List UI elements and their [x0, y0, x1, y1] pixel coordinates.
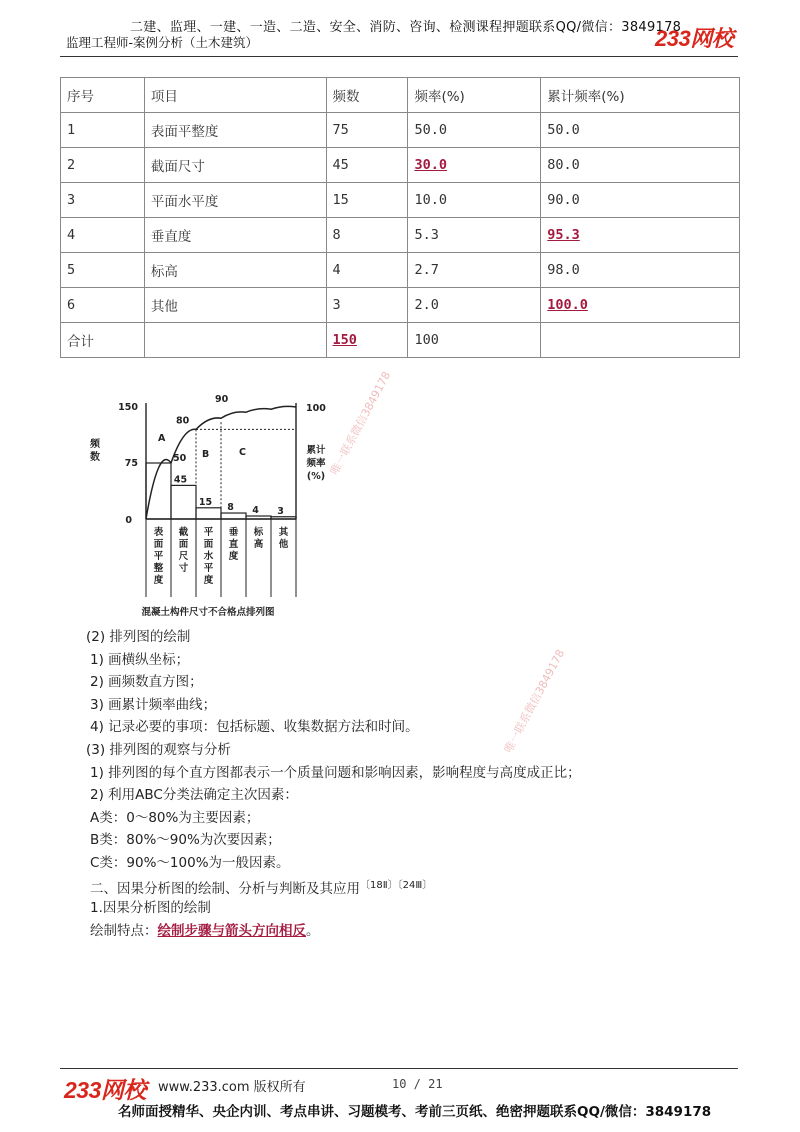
header-cell: 累计频率(%)	[541, 78, 740, 113]
chapter-heading	[90, 875, 750, 898]
abc-class-item: A类：0～80%为主要因素；	[90, 809, 260, 826]
highlighted-value: 100.0	[547, 297, 588, 313]
zone-label: B	[202, 449, 210, 460]
footer-contact-line: 名师面授精华、央企内训、考点串讲、习题模考、考前三页纸、绝密押题联系QQ/微信：3849178	[118, 1104, 712, 1120]
chapter-heading-text: 二、因果分析图的绘制、分析与判断及其应用	[90, 880, 360, 897]
table-cell: 4	[326, 253, 408, 288]
category-label: 平面水平度	[203, 527, 214, 586]
table-cell: 2.7	[408, 253, 541, 288]
table-row	[61, 148, 740, 183]
bar	[221, 513, 246, 519]
table-cell: 80.0	[541, 148, 740, 183]
brand-logo: 233网校	[655, 26, 734, 51]
feature-line	[90, 920, 750, 943]
category-label: 垂直度	[228, 527, 239, 562]
feature-suffix: 。	[306, 922, 320, 939]
table-cell: 1	[61, 113, 145, 148]
table-cell	[541, 288, 740, 323]
exam-year-tag: 〔18Ⅱ〕〔24Ⅲ〕	[360, 879, 433, 891]
right-axis-title: (%)	[306, 471, 326, 482]
table-cell: 3	[61, 183, 145, 218]
table-cell: 合计	[61, 323, 145, 358]
table-cell: 6	[61, 288, 145, 323]
bar	[271, 517, 296, 519]
table-cell: 50.0	[408, 113, 541, 148]
category-label: 表面平整度	[153, 527, 164, 586]
step-item: 4) 记录必要的事项：包括标题、收集数据方法和时间。	[90, 719, 419, 736]
feature-emphasis: 绘制步骤与箭头方向相反	[157, 922, 306, 939]
header-contact-line: 二建、监理、一建、一造、二造、安全、消防、咨询、检测课程押题联系QQ/微信：3849178	[130, 20, 682, 35]
table-total-row	[61, 323, 740, 358]
table-cell: 标高	[144, 253, 326, 288]
step-item: 3) 画累计频率曲线；	[90, 696, 217, 713]
header-cell: 频率(%)	[408, 78, 541, 113]
highlighted-value: 95.3	[547, 227, 580, 243]
table-cell: 8	[326, 218, 408, 253]
frequency-table	[60, 77, 740, 358]
watermark: 唯一联系微信3849178	[327, 369, 394, 478]
table-cell: 100	[408, 323, 541, 358]
table-cell	[144, 323, 326, 358]
bar	[146, 463, 171, 519]
section-heading: (2) 排列图的绘制	[86, 629, 191, 645]
page-number: 10 / 21	[392, 1077, 443, 1091]
y-tick-label: 0	[125, 515, 132, 526]
table-row	[61, 113, 740, 148]
right-axis-title: 频率	[306, 458, 326, 469]
pareto-chart	[90, 393, 370, 621]
table-cell: 90.0	[541, 183, 740, 218]
table-cell: 表面平整度	[144, 113, 326, 148]
document-subtitle: 监理工程师-案例分析（土木建筑）	[66, 35, 259, 50]
table-row	[61, 253, 740, 288]
right-tick-label: 100	[306, 403, 326, 414]
table-cell: 垂直度	[144, 218, 326, 253]
table-cell: 5.3	[408, 218, 541, 253]
category-label: 截面尺寸	[178, 527, 189, 574]
curve-label: 50	[173, 453, 187, 464]
chart-title: 混凝土构件尺寸不合格点排列图	[141, 607, 275, 618]
header-divider	[60, 56, 738, 57]
feature-label: 绘制特点：	[90, 922, 158, 939]
curve-label: 90	[215, 394, 229, 406]
y-tick-label: 150	[118, 402, 138, 413]
table-cell: 2	[61, 148, 145, 183]
header-cell: 序号	[61, 78, 145, 113]
zone-label: A	[158, 433, 166, 444]
table-cell	[326, 323, 408, 358]
watermark: 唯一联系微信3849178	[501, 647, 568, 756]
y-tick-label: 75	[124, 458, 138, 469]
y-axis-title-char: 频	[90, 439, 100, 450]
table-cell: 15	[326, 183, 408, 218]
table-cell: 10.0	[408, 183, 541, 218]
body-text	[86, 626, 750, 942]
table-cell: 5	[61, 253, 145, 288]
y-axis-title-char: 数	[90, 452, 100, 463]
table-row	[61, 218, 740, 253]
highlighted-value: 30.0	[414, 157, 447, 173]
zone-label: C	[239, 447, 246, 458]
table-cell: 45	[326, 148, 408, 183]
right-axis-title: 累计	[306, 445, 326, 456]
abc-class-item: B类：80%～90%为次要因素；	[90, 832, 281, 849]
table-cell: 其他	[144, 288, 326, 323]
header-cell: 频数	[326, 78, 408, 113]
table-cell: 2.0	[408, 288, 541, 323]
bar-value-label: 4	[252, 505, 259, 517]
table-row	[61, 288, 740, 323]
bar	[196, 508, 221, 519]
highlighted-value: 150	[332, 332, 357, 348]
table-cell	[541, 323, 740, 358]
footer-divider	[60, 1068, 738, 1069]
table-cell	[408, 148, 541, 183]
table-cell: 平面水平度	[144, 183, 326, 218]
bar	[171, 485, 196, 519]
bar-value-label: 3	[277, 505, 284, 517]
category-label: 其他	[278, 527, 289, 550]
header-cell: 项目	[144, 78, 326, 113]
curve-label: 80	[176, 415, 190, 427]
footer-logo: 233网校	[64, 1077, 146, 1103]
subsection-heading: 1.因果分析图的绘制	[90, 900, 211, 917]
section-heading: (3) 排列图的观察与分析	[86, 741, 231, 758]
analysis-item: 1) 排列图的每个直方图都表示一个质量问题和影响因素，影响程度与高度成正比；	[90, 764, 581, 781]
table-cell: 截面尺寸	[144, 148, 326, 183]
bar-value-label: 15	[198, 496, 213, 508]
table-header-row	[61, 78, 740, 113]
bar-value-label: 8	[227, 502, 234, 514]
table-cell: 50.0	[541, 113, 740, 148]
table-cell: 75	[326, 113, 408, 148]
abc-class-item: C类：90%～100%为一般因素。	[90, 854, 290, 871]
footer-site: www.233.com 版权所有	[158, 1080, 306, 1095]
analysis-item: 2) 利用ABC分类法确定主次因素：	[90, 787, 298, 804]
table-cell: 98.0	[541, 253, 740, 288]
table-cell: 3	[326, 288, 408, 323]
bar-value-label: 45	[173, 474, 188, 486]
table-row	[61, 183, 740, 218]
step-item: 2) 画频数直方图；	[90, 674, 203, 691]
table-cell	[541, 218, 740, 253]
bar	[246, 516, 271, 519]
step-item: 1) 画横纵坐标；	[90, 651, 190, 668]
category-label: 标高	[253, 527, 264, 550]
table-cell: 4	[61, 218, 145, 253]
